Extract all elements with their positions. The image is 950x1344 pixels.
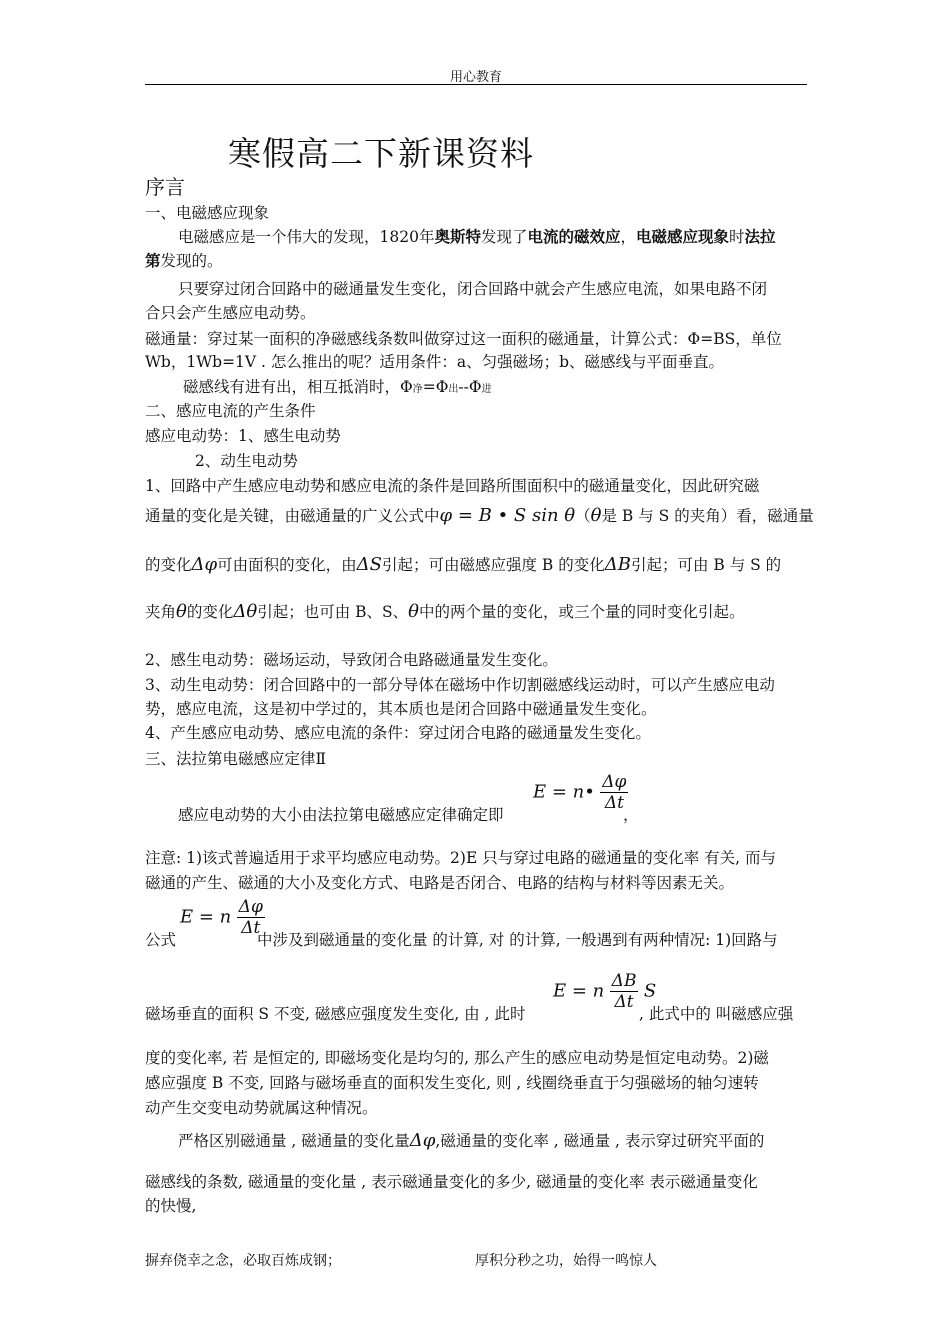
footer-left: 摒弃侥幸之念，必取百炼成钢； — [145, 1253, 341, 1269]
paragraph-7-line-4: 夹角θ的变化Δθ引起；也可由 B、S、θ中的两个量的变化，或三个量的同时变化引起。 — [145, 601, 745, 622]
paragraph-13-label: 公式 — [145, 931, 177, 949]
paragraph-3-line-1: 磁通量：穿过某一面积的净磁感线条数叫做穿过这一面积的磁通量，计算公式：Φ=BS，单位 — [145, 330, 782, 348]
paragraph-17-line-1: 磁感线的条数, 磁通量的变化量 , 表示磁通量变化的多少, 磁通量的变化率 表示磁通量变化 — [145, 1173, 758, 1191]
formula-faraday-3: E = n $\frac{\Delta B}{\Delta t}$ S — [553, 971, 657, 1012]
paragraph-12-line-2: 磁通的产生、磁通的大小及变化方式、电路是否闭合、电路的结构与材料等因素无关。 — [145, 874, 735, 892]
paragraph-14-text-1: 磁场垂直的面积 S 不变, 磁感应强度发生变化, 由 , 此时 — [145, 1005, 526, 1023]
paragraph-6: 2、动生电动势 — [195, 452, 298, 470]
paragraph-7-line-2: 通量的变化是关键，由磁通量的广义公式中φ = B • S sin θ（θ是 B 与 S 的夹角）看，磁通量 — [145, 505, 814, 526]
paragraph-2-line-1: 只要穿过闭合回路中的磁通量发生变化，闭合回路中就会产生感应电流，如果电路不闭 — [178, 280, 768, 298]
header-rule — [145, 84, 807, 85]
paragraph-8: 2、感生电动势：磁场运动，导致闭合电路磁通量发生变化。 — [145, 651, 558, 669]
paragraph-15-line-2: 感应强度 B 不变, 回路与磁场垂直的面积发生变化, 则 , 线圈绕垂直于匀强磁场的轴匀速转 — [145, 1074, 759, 1092]
paragraph-1-line-2: 第发现的。 — [145, 251, 223, 270]
footer-right: 厚积分秒之功，始得一鸣惊人 — [475, 1253, 657, 1269]
paragraph-3-line-2: Wb，1Wb=1V . 怎么推出的呢？适用条件：a、匀强磁场；b、磁感线与平面垂直。 — [145, 353, 725, 371]
section-2-heading: 二、感应电流的产生条件 — [145, 402, 316, 420]
preface-heading: 序言 — [145, 175, 185, 199]
paragraph-16: 严格区别磁通量 , 磁通量的变化量Δφ,磁通量的变化率 , 磁通量 , 表示穿过研究平面的 — [178, 1130, 765, 1151]
paragraph-2-line-2: 合只会产生感应电动势。 — [145, 304, 316, 322]
paragraph-15-line-3: 动产生交变电动势就属这种情况。 — [145, 1099, 378, 1117]
paragraph-11-comma: ， — [623, 806, 639, 824]
paragraph-11: 感应电动势的大小由法拉第电磁感应定律确定即 — [178, 806, 504, 824]
formula-faraday-2: E = n $\frac{\Delta\varphi}{\Delta t}$ — [180, 897, 263, 938]
paragraph-9-line-1: 3、动生电动势：闭合回路中的一部分导体在磁场中作切割磁感线运动时，可以产生感应电动 — [145, 676, 775, 694]
paragraph-15-line-1: 度的变化率, 若 是恒定的, 即磁场变化是均匀的, 那么产生的感应电动势是恒定电动势。2)磁 — [145, 1049, 769, 1067]
paragraph-7-line-3: 的变化Δφ可由面积的变化，由ΔS引起；可由磁感应强度 B 的变化ΔB引起；可由 B 与 S 的 — [145, 554, 782, 575]
paragraph-7-line-1: 1、回路中产生感应电动势和感应电流的条件是回路所围面积中的磁通量变化，因此研究磁 — [145, 477, 760, 495]
paragraph-14-text-2: , 此式中的 叫磁感应强 — [639, 1005, 794, 1023]
paragraph-17-line-2: 的快慢, — [145, 1197, 197, 1215]
page-header: 用心教育 — [449, 70, 502, 85]
paragraph-4: 磁感线有进有出，相互抵消时，Φ净=Φ出--Φ进 — [183, 378, 492, 396]
section-1-heading: 一、电磁感应现象 — [145, 204, 270, 222]
paragraph-5: 感应电动势：1、感生电动势 — [145, 427, 341, 445]
section-3-heading: 三、法拉第电磁感应定律Ⅱ — [145, 750, 327, 768]
paragraph-9-line-2: 势，感应电流，这是初中学过的，其本质也是闭合回路中磁通量发生变化。 — [145, 700, 657, 718]
paragraph-10: 4、产生感应电动势、感应电流的条件：穿过闭合电路的磁通量发生变化。 — [145, 724, 651, 742]
formula-faraday-1: E = n• $\frac{\Delta\varphi}{\Delta t}$ — [533, 772, 627, 813]
document-title: 寒假高二下新课资料 — [228, 134, 534, 173]
paragraph-1-line-1: 电磁感应是一个伟大的发现，1820年奥斯特发现了电流的磁效应，电磁感应现象时法拉 — [178, 227, 776, 246]
paragraph-13-text: 中涉及到磁通量的变化量 的计算, 对 的计算, 一般遇到有两种情况: 1)回路与 — [257, 931, 778, 949]
paragraph-12-line-1: 注意: 1)该式普遍适用于求平均感应电动势。2)E 只与穿过电路的磁通量的变化率 有关, 而与 — [145, 849, 776, 867]
